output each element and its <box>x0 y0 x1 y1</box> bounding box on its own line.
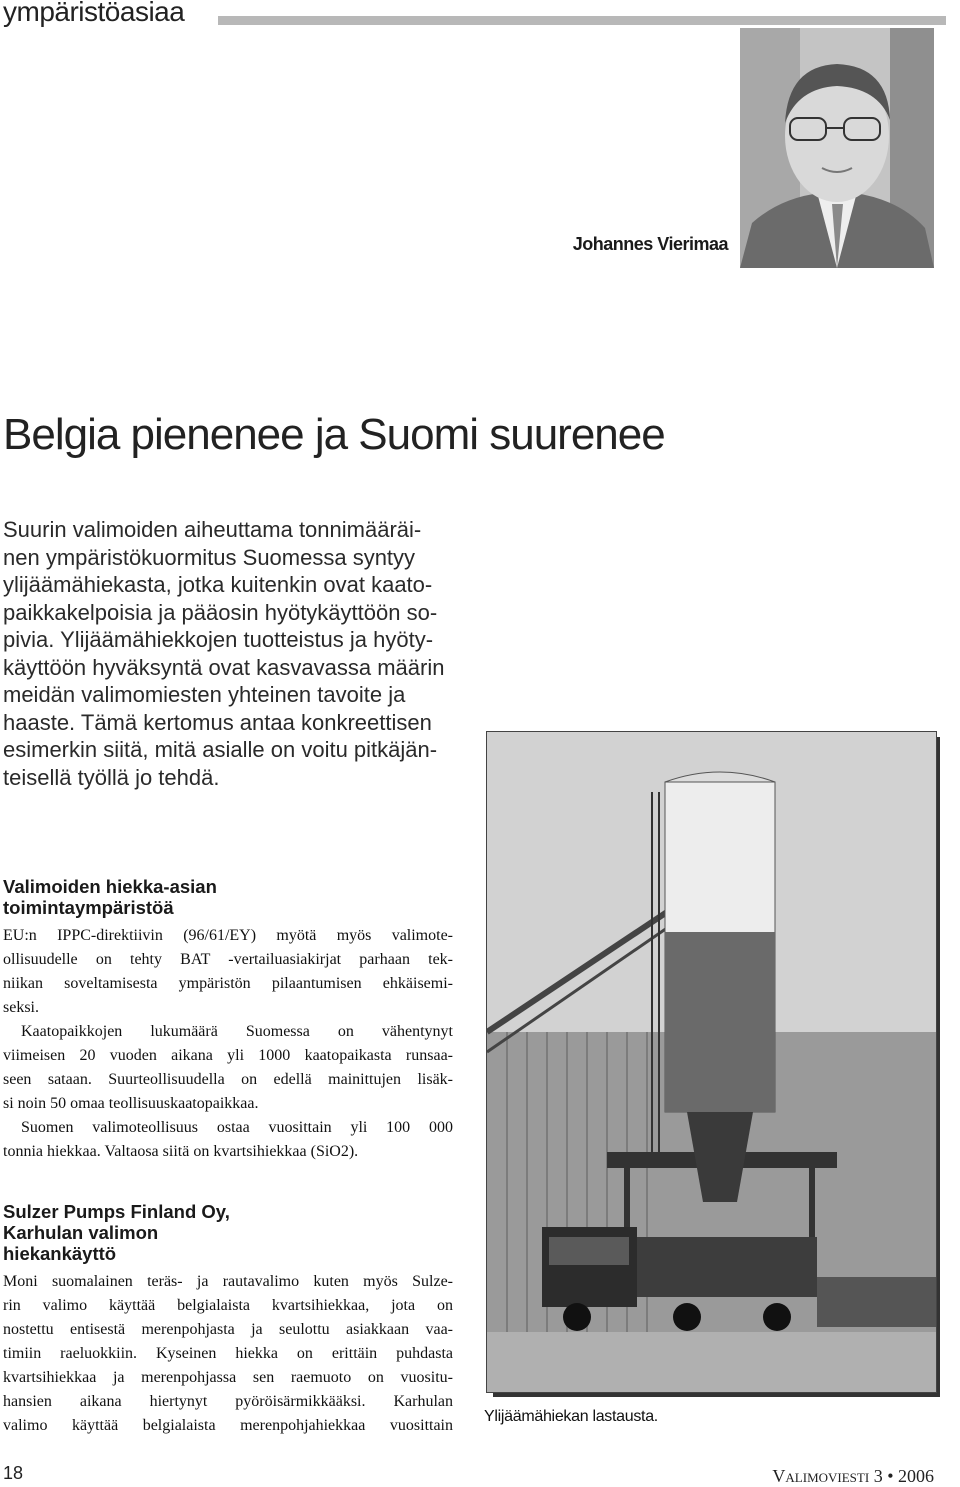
lead-line: esimerkin siitä, mitä asialle on voitu pitkäjän- <box>3 737 438 762</box>
lead-line: Suurin valimoiden aiheuttama tonnimääräi- <box>3 517 422 542</box>
body-line: seen sataan. Suurteollisuudella on edellä mainittujen lisäk- <box>3 1071 453 1088</box>
publication-year: 2006 <box>898 1466 934 1486</box>
section-tag: ympäristöasiaa <box>3 0 185 27</box>
lead-line: paikkakelpoisia ja pääosin hyötykäyttöön so- <box>3 599 438 625</box>
section-body-sulzer <box>3 1270 453 1438</box>
footer-bullet: • <box>887 1466 894 1486</box>
body-line: Suomen valimoteollisuus ostaa vuosittain yli 100 000 <box>21 1119 453 1136</box>
body-line: rin valimo käyttää belgialaista kvartsihiekkaa, jota on <box>3 1297 453 1314</box>
body-line: Moni suomalainen teräs- ja rautavalimo kuten myös Sulze- <box>3 1273 453 1290</box>
body-line: hansien aikana hiertynyt pyöröisärmikkääksi. Karhulan <box>3 1393 453 1410</box>
publication-name: Valimoviesti <box>772 1466 870 1486</box>
publication-footer <box>772 1466 934 1487</box>
section-heading-environment <box>3 876 453 918</box>
article-headline: Belgia pienenee ja Suomi suurenee <box>3 410 665 459</box>
section-heading-sulzer <box>3 1201 453 1264</box>
heading-line: Sulzer Pumps Finland Oy, <box>3 1201 230 1222</box>
lead-line: käyttöön hyväksyntä ovat kasvavassa määrin <box>3 654 445 680</box>
silo-photo <box>486 731 937 1393</box>
header-rule <box>218 16 946 25</box>
body-line: kvartsihiekkaa ja merenpohjassa sen raemuoto on vuositu- <box>3 1369 453 1386</box>
body-line: seksi. <box>3 999 39 1016</box>
heading-line: Valimoiden hiekka-asian <box>3 876 217 897</box>
body-line: si noin 50 omaa teollisuuskaatopaikkaa. <box>3 1095 259 1112</box>
body-line: tonnia hiekkaa. Valtaosa siitä on kvartsihiekkaa (SiO2). <box>3 1143 359 1160</box>
lead-line: ylijäämähiekasta, jotka kuitenkin ovat kaato- <box>3 572 433 597</box>
body-line: valimo käyttää belgialaista merenpohjahiekkaa vuosittain <box>3 1417 453 1434</box>
heading-line: toimintaympäristöä <box>3 897 174 918</box>
body-line: EU:n IPPC-direktiivin (96/61/EY) myötä myös valimote- <box>3 927 453 944</box>
photo-caption: Ylijäämähiekan lastausta. <box>484 1408 658 1425</box>
body-line: nostettu entisestä merenpohjasta ja seulottu asiakkaan vaa- <box>3 1321 453 1338</box>
heading-line: hiekankäyttö <box>3 1243 117 1264</box>
body-line: niikan soveltamisesta ympäristön pilaantumisen ehkäisemi- <box>3 975 453 992</box>
section-body-environment <box>3 924 453 1164</box>
author-portrait <box>740 28 934 268</box>
body-line: ollisuudelle on tehty BAT -vertailuasiakirjat parhaan tek- <box>3 951 453 968</box>
heading-line: Karhulan valimon <box>3 1222 159 1243</box>
lead-line: haaste. Tämä kertomus antaa konkreettisen <box>3 709 432 735</box>
body-line: timiin raeluokkiin. Kyseinen hiekka on erittäin puhdasta <box>3 1345 453 1362</box>
lead-line: nen ympäristökuormitus Suomessa syntyy <box>3 544 416 570</box>
page-number: 18 <box>3 1463 24 1483</box>
body-line: viimeisen 20 vuoden aikana yli 1000 kaatopaikasta runsaa- <box>3 1047 453 1064</box>
issue-number: 3 <box>873 1466 883 1486</box>
lead-line: pivia. Ylijäämähiekkojen tuotteistus ja hyöty- <box>3 627 434 652</box>
lead-line: meidän valimomiesten yhteinen tavoite ja <box>3 682 406 707</box>
author-name: Johannes Vierimaa <box>572 234 728 254</box>
lead-paragraph <box>3 516 453 791</box>
lead-line: teisellä työllä jo tehdä. <box>3 764 220 790</box>
body-line: Kaatopaikkojen lukumäärä Suomessa on vähentynyt <box>21 1023 453 1040</box>
